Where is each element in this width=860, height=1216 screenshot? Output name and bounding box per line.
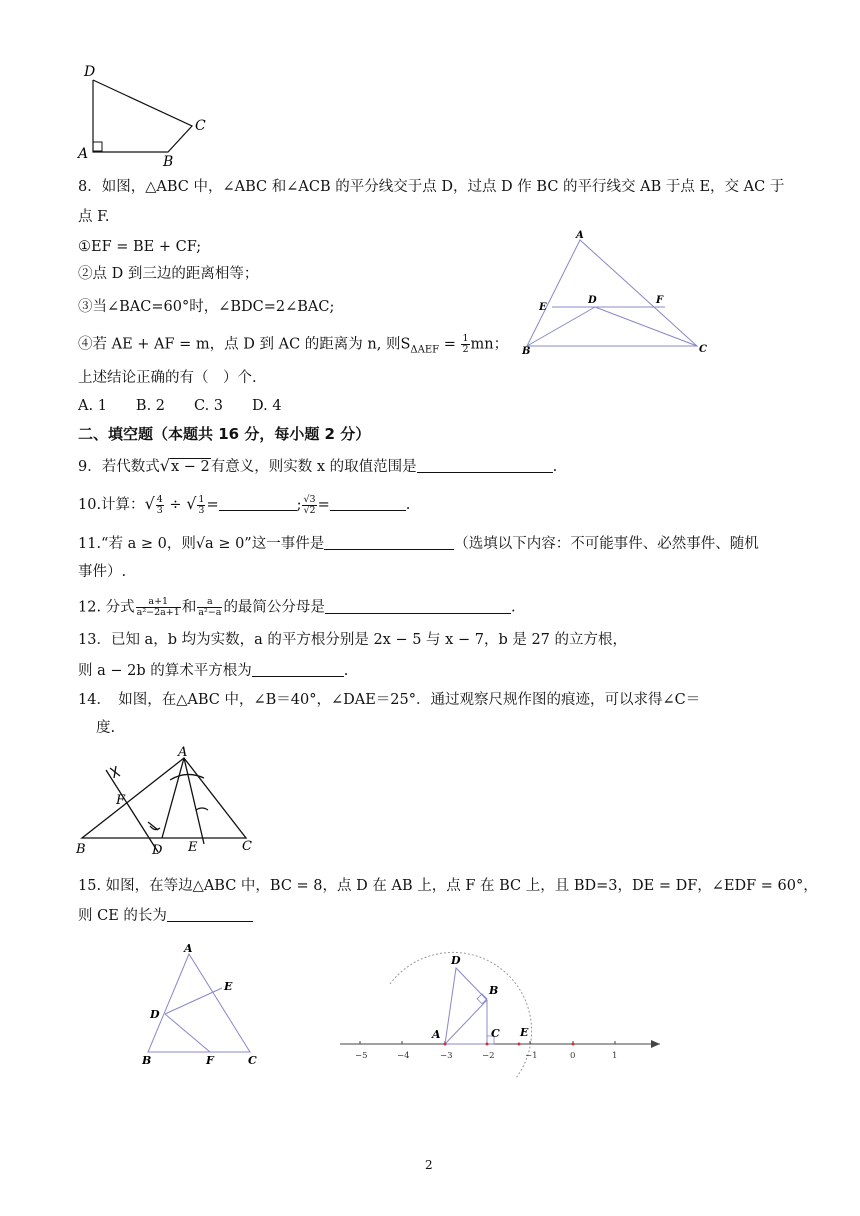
q8-line2: 点 F. [78,209,110,225]
q8-question: 上述结论正确的有（ ）个. [78,370,257,386]
q12-pre: 12. 分式 [78,599,135,616]
q12-post: 的最简公分母是 [223,599,325,616]
q8-line1: 8．如图，△ABC 中，∠ABC 和∠ACB 的平分线交于点 D，过点 D 作 BC 的平行线交 AB 于点 E，交 AC 于 [78,179,785,195]
q12 [78,597,516,618]
q14-label-f: F [116,793,126,808]
section-title-fill-in: 二、填空题（本题共 16 分，每小题 2 分） [78,425,371,443]
nl-tick-label: 0 [570,1051,576,1061]
quadrilateral-figure [70,62,220,172]
nl-tick-label: 1 [612,1051,618,1061]
q8-conclusion-1: ①EF = BE + CF; [78,239,202,255]
q8-c4-fraction [461,334,469,355]
q14-label-b: B [76,842,86,857]
q12-f1-num: a+1 [136,597,181,608]
sqrt-symbol: √ [144,494,155,513]
q12-end: . [510,599,516,616]
q15-triangle-figure [134,940,274,1070]
q11-line1 [78,534,759,554]
q10-f3-num: √3 [303,493,316,505]
q8-c4-pre: ④若 AE + AF = m，点 D 到 AC 的距离为 n, 则S [78,336,411,353]
q13-line2-pre: 则 a − 2b 的算术平方根为 [78,663,252,679]
q15-line2 [78,906,253,926]
q10-fraction-3 [302,495,316,516]
q10-f2-den: 3 [198,504,205,516]
q10-fraction-2 [197,495,205,516]
nl-tick-label: −5 [355,1051,368,1061]
nl-label-e: E [520,1026,529,1039]
q15-label-c: C [248,1054,257,1067]
q8-label-b: B [522,346,531,357]
q8-triangle-figure [515,228,715,358]
nl-label-a: A [432,1028,441,1041]
q8-c4-den: 2 [462,344,469,355]
label-a: A [78,146,89,162]
q12-f1-den: a²−2a+1 [136,607,180,618]
nl-label-c: C [491,1027,500,1040]
page-number: 2 [425,1158,433,1172]
q8-label-f: F [656,295,664,306]
q9 [78,456,557,477]
q11-pre: 11.“若 a ≥ 0，则√a ≥ 0”这一事件是 [78,536,325,552]
nl-tick-label: −4 [397,1051,410,1061]
q14-label-d: D [152,843,163,858]
q11-answer-blank[interactable] [324,535,454,550]
q12-f2-num: a [197,597,222,608]
q8-options: A. 1 B. 2 C. 3 D. 4 [78,398,282,414]
q10-end: . [405,497,411,513]
label-d: D [84,64,96,80]
number-line-figure [330,944,670,1084]
q15-label-a: A [184,942,193,955]
q10-div: ÷ [164,497,187,513]
q10-eq1: = [206,497,219,513]
q15-label-e: E [224,980,233,993]
q12-mid: 和 [181,599,197,616]
q15-answer-blank[interactable] [167,907,253,922]
q14-label-c: C [242,839,252,854]
nl-label-b: B [489,984,499,997]
q12-fraction-1 [136,597,181,618]
q8-c4-eq: = [439,336,461,353]
q9-post: 有意义，则实数 x 的取值范围是 [210,459,417,475]
q8-c4-post: mn； [470,336,509,353]
label-b: B [163,154,174,170]
sqrt-symbol: √ [186,494,197,513]
q15-line1: 15. 如图，在等边△ABC 中，BC = 8，点 D 在 AB 上，点 F 在 BC 上，且 BD=3，DE = DF，∠EDF = 60°， [78,878,818,894]
q10-answer-blank-1[interactable] [219,496,297,511]
q14-line2: 度. [96,720,116,736]
q10-pre: 10.计算： [78,497,145,513]
q13-line2 [78,661,348,681]
q10-f2-num: 1 [198,493,205,505]
nl-label-d: D [451,954,461,967]
q12-fraction-2 [197,597,222,618]
q9-end: . [552,459,558,475]
q8-label-e: E [539,302,547,313]
q8-c4-sub: ΔAEF [410,344,440,356]
nl-tick-label: −3 [440,1051,453,1061]
q12-f2-den: a²−a [198,607,222,618]
q10 [78,494,410,516]
q10-f3-den: √2 [303,504,316,516]
q13-answer-blank[interactable] [252,662,344,677]
q8-label-c: C [699,344,707,355]
q10-eq2: = [317,497,330,513]
q11-post: （选填以下内容：不可能事件、必然事件、随机 [454,536,759,552]
q13-line1: 13．已知 a，b 均为实数，a 的平方根分别是 2x − 5 与 x − 7，b 是 27 的立方根， [78,632,628,648]
q10-answer-blank-2[interactable] [330,496,406,511]
q10-fraction-1 [156,495,164,516]
q8-conclusion-4 [78,334,508,360]
nl-tick-label: −1 [525,1051,538,1061]
q10-f1-den: 3 [156,504,163,516]
q8-c4-num: 1 [462,333,469,344]
q15-label-f: F [206,1054,214,1067]
q15-line2-pre: 则 CE 的长为 [78,908,167,924]
q15-label-b: B [142,1054,152,1067]
q14-construction-figure [70,740,270,860]
q9-answer-blank[interactable] [417,458,553,473]
q10-sep: ; [296,497,302,513]
q14-label-a: A [178,745,188,760]
q13-line2-end: . [343,663,349,679]
q8-conclusion-2: ②点 D 到三边的距离相等； [78,266,259,282]
q12-answer-blank[interactable] [325,599,511,614]
q10-f1-num: 4 [156,493,163,505]
q8-label-a: A [576,230,584,241]
q14-label-e: E [188,840,198,855]
label-c: C [195,118,206,134]
q8-label-d: D [588,295,597,306]
nl-tick-label: −2 [482,1051,495,1061]
q15-label-d: D [150,1008,160,1021]
q8-conclusion-3: ③当∠BAC=60°时，∠BDC=2∠BAC; [78,299,335,315]
q14-line1: 14． 如图，在△ABC 中，∠B＝40°，∠DAE＝25°．通过观察尺规作图的痕迹，可以求得∠C＝ [78,692,701,708]
q11-line2: 事件）. [78,564,127,580]
sqrt-symbol: √ [159,456,170,475]
q9-radicand: x − 2 [170,459,210,475]
q9-pre: 9．若代数式 [78,459,160,475]
